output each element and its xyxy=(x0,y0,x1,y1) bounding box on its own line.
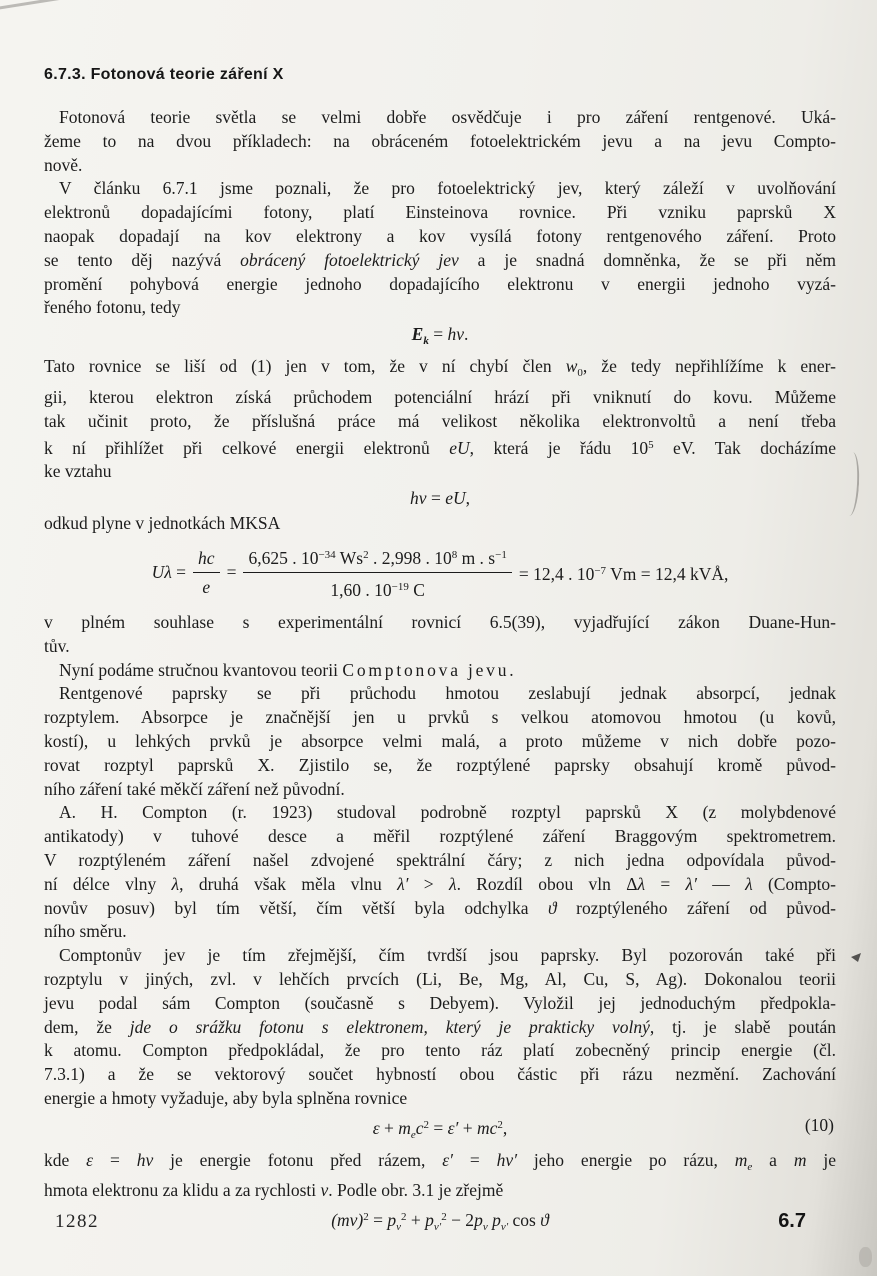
text-line: jevu podal sám Compton (současně s Debyem). Vyložil jej jednoduchým předpokla- xyxy=(44,992,836,1013)
paragraph-photon-theory-intro xyxy=(44,106,836,177)
text-line: se tento děj nazývá obrácený fotoelektrický jev a je snadná domněnka, že se při něm xyxy=(44,249,836,270)
section-number: 6.7 xyxy=(778,1210,806,1232)
text-line: naopak dopadají na kov elektrony a kov vysílá fotony rentgenového záření. Proto xyxy=(44,225,836,246)
text-line: řeného fotonu, tedy xyxy=(44,297,181,318)
text-line: rovat rozptyl paprsků X. Zjistilo se, že rozptýlené paprsky obsahují kromě původ- xyxy=(44,754,836,775)
scan-artifact-edge-curve xyxy=(841,452,860,517)
paragraph-xray-absorption-scattering xyxy=(44,682,836,801)
text-line: promění pohybová energie jednoho dopadajícího elektronu v energii jednoho vyzá- xyxy=(44,273,836,294)
text-line: kde ε = hν je energie fotonu před rázem, ε′ = hν′ jeho energie po rázu, $m_e$ a m je xyxy=(44,1149,836,1173)
equation-photon-energy xyxy=(44,322,836,353)
text-line: ke vztahu xyxy=(44,461,112,482)
text-line: rozptylem. Absorpce je značnější jen u prvků s velkou atomovou hmotou (u kovů, xyxy=(44,707,836,728)
page-number: 1282 xyxy=(55,1211,99,1232)
equation-text: hν = eU, xyxy=(410,488,470,509)
paragraph-mksa-lead xyxy=(44,512,836,536)
section-heading: 6.7.3. Fotonová teorie záření X xyxy=(44,66,284,83)
text-line: V článku 6.7.1 jsme poznali, že pro fotoelektrický jev, který záleží v uvolňování xyxy=(59,178,836,199)
paragraph-duane-hunt-conclusion xyxy=(44,611,836,659)
equation-text: $(mv)^2 = p_\nu^2 + p_{\nu'}^2 - 2p_\nu$ $p_{\nu'}$ cos ϑ xyxy=(331,1210,549,1234)
text-line: tův. xyxy=(44,635,70,656)
fraction-hc-e xyxy=(193,547,220,598)
equation-energy-conservation xyxy=(44,1113,836,1147)
equation-hv-eU xyxy=(44,486,836,510)
fraction-numeric xyxy=(243,544,511,601)
scan-artifact-bottom-smudge xyxy=(859,1247,872,1267)
text-column xyxy=(44,0,836,1241)
text-line: Comptonův jev je tím zřejmější, čím tvrdší jsou paprsky. Byl pozorován také při xyxy=(59,945,836,966)
text-line: ního záření také měkčí záření než původní. xyxy=(44,778,345,799)
text-line: energie a hmoty vyžaduje, aby byla splněna rovnice xyxy=(44,1087,408,1108)
text-line: ní délce vlny λ, druhá však měla vlnu λ′ > λ. Rozdíl obou vln Δλ = λ′ — λ (Compto- xyxy=(44,873,837,894)
text-line: k ní přihlížet při celkové energii elektronů eU, která je řádu $10^5$ eV. Tak docházíme xyxy=(44,437,836,458)
text-line: Nyní podáme stručnou kvantovou teorii Comptonova jevu. xyxy=(59,659,514,680)
text-line: kostí), u lehkých prvků je absorpce velmi malá, a proto můžeme v nich dobře pozo- xyxy=(44,730,836,751)
equation-text: $E_k = h\nu$. xyxy=(411,324,469,348)
paragraph-compton-intro xyxy=(44,659,836,683)
equation-lhs: Uλ = xyxy=(151,562,187,583)
text-line: nově. xyxy=(44,154,83,175)
text-line: v plném souhlase s experimentální rovnicí 6.5(39), vyjadřující zákon Duane-Hun- xyxy=(44,611,836,632)
paragraph-inverse-photoelectric xyxy=(44,177,836,320)
text-line: odkud plyne v jednotkách MKSA xyxy=(44,513,281,534)
text-line: Fotonová teorie světla se velmi dobře osvědčuje i pro záření rentgenové. Uká- xyxy=(59,107,836,127)
fraction-denominator: 1,60 . $10^{-19}$ C xyxy=(330,579,425,600)
fraction-numerator: 6,625 . $10^{-34}$ Ws$^2$ . 2,998 . $10^8$ m . $s^{-1}$ xyxy=(243,544,511,573)
text-line: A. H. Compton (r. 1923) studoval podrobně rozptyl paprsků X (z molybdenové xyxy=(59,802,836,823)
paragraph-symbols-explanation xyxy=(44,1149,836,1204)
text-line: žeme to na dvou příkladech: na obráceném fotoelektrickém jevu a na jevu Compto- xyxy=(44,130,836,151)
text-line: gii, kterou elektron získá průchodem potenciální hrází při vniknutí do kovu. Můžeme xyxy=(44,386,836,407)
fraction-numerator: hc xyxy=(193,547,220,573)
equation-number: (10) xyxy=(804,1114,834,1135)
text-line: rozptylu v jiných, zvl. v lehčích prvcích (Li, Be, Mg, Al, Cu, S, Ag). Dokonalou teorii xyxy=(44,968,836,989)
text-line: Rentgenové paprsky se při průchodu hmotou zeslabují jednak absorpcí, jednak xyxy=(59,683,836,704)
text-line: k atomu. Compton předpokládal, že pro tento ráz platí zobecněný princip energie (čl. xyxy=(44,1040,836,1061)
paragraph-compton-experiment xyxy=(44,801,836,944)
paragraph-equation-discussion xyxy=(44,355,836,484)
scan-artifact-edge-speck xyxy=(851,953,861,962)
text-line: elektronů dopadajícími fotony, platí Einsteinova rovnice. Při vzniku paprsků X xyxy=(44,202,836,223)
text-line: ního směru. xyxy=(44,921,127,942)
text-line: dem, že jde o srážku fotonu s elektronem, který je prakticky volný, tj. je slabě poután xyxy=(44,1016,836,1037)
paragraph-compton-theory xyxy=(44,944,836,1111)
text-line: 7.3.1) a že se vektorový součet hybností obou částic při rázu nezmění. Zachování xyxy=(44,1064,836,1085)
text-line: novův posuv) byl tím větší, čím větší byla odchylka ϑ rozptýleného záření od původ- xyxy=(44,897,836,918)
equation-duane-hunt xyxy=(44,544,836,601)
text-line: V rozptýleném záření našel zdvojené spektrální čáry; z nich jedna odpovídala původ- xyxy=(44,849,836,870)
page-footer xyxy=(44,1210,836,1233)
text-line: tak učinit proto, že příslušná práce má velikost několika elektronvoltů a není třeba xyxy=(44,410,836,431)
text-line: Tato rovnice se liší od (1) jen v tom, že v ní chybí člen $w_0$, že tedy nepřihlížíme k ener- xyxy=(44,356,836,380)
equation-rhs: = 12,4 . $10^{-7}$ Vm = 12,4 kVÅ, xyxy=(518,563,729,584)
text-line: hmota elektronu za klidu a za rychlosti v. Podle obr. 3.1 je zřejmě xyxy=(44,1180,504,1201)
equation-text: $\varepsilon + m_ec^2 = \varepsilon' + mc^2$, xyxy=(372,1117,508,1141)
text-line: antikatody) v tuhové desce a měřil rozptýlené záření Braggovým spektrometrem. xyxy=(44,826,836,847)
equation-equals: = xyxy=(226,562,237,583)
fraction-denominator: e xyxy=(202,576,211,597)
